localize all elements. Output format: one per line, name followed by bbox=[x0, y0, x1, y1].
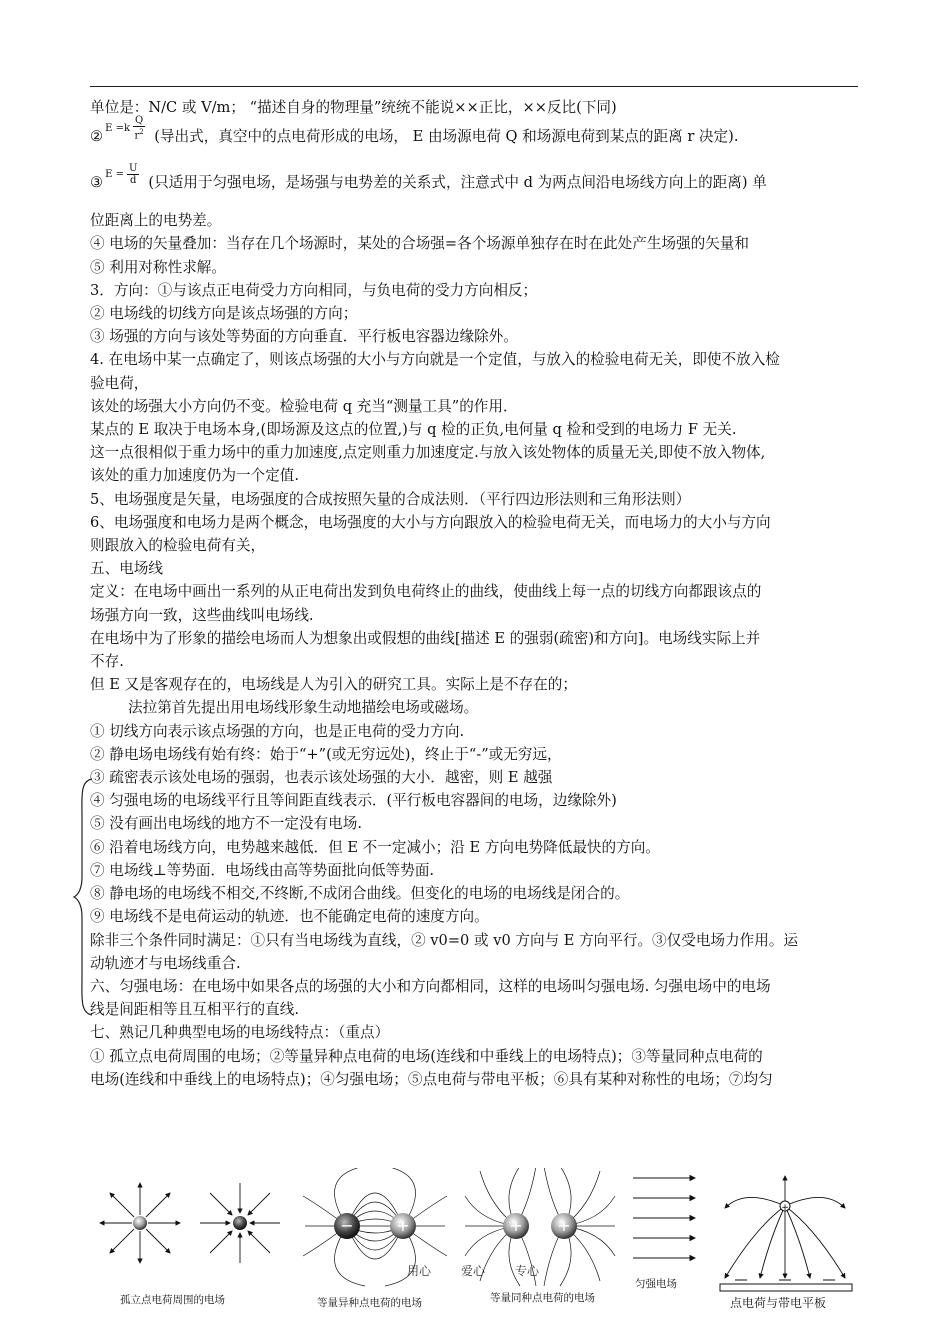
text-line: ⑤ 利用对称性求解。 bbox=[90, 258, 226, 276]
section-heading: 七、熟记几种典型电场的电场线特点：（重点） bbox=[90, 1024, 390, 1042]
isolated-negative-field bbox=[200, 1183, 280, 1263]
text-line: ④ 电场的矢量叠加：当存在几个场源时，某处的合场强=各个场源单独存在时在此处产生场强的矢量和 bbox=[90, 235, 749, 253]
charge-sign: + bbox=[781, 1203, 789, 1213]
text-line: 场强方向一致，这些曲线叫电场线. bbox=[90, 606, 314, 624]
formula-2-line bbox=[90, 115, 860, 153]
text-line: ② 电场线的切线方向是该点场强的方向； bbox=[90, 305, 358, 323]
text-line: 不存. bbox=[90, 653, 124, 671]
charge-sign: − bbox=[340, 1216, 354, 1235]
watermark-text: 专心 bbox=[515, 1264, 540, 1278]
formula-3-prefix: ③ bbox=[90, 173, 104, 191]
caption-isolated: 孤立点电荷周围的电场 bbox=[120, 1294, 225, 1306]
text-line: 该处的场强大小方向仍不变。检验电荷 q 充当“测量工具”的作用． bbox=[90, 397, 518, 415]
text-line: 线是间距相等且互相平行的直线. bbox=[90, 1001, 299, 1019]
text-line: ① 孤立点电荷周围的电场；②等量异种点电荷的电场(连线和中垂线上的电场特点)；③等量同种点电荷的 bbox=[90, 1047, 763, 1065]
text-line: 该处的重力加速度仍为一个定值. bbox=[90, 467, 299, 485]
caption-same: 等量同种点电荷的电场 bbox=[490, 1292, 595, 1304]
formula-2: E =k $\frac{Q}{r^2}$ bbox=[105, 115, 144, 142]
charge-sign: + bbox=[509, 1216, 523, 1235]
formula-3: E = $\frac{U}{d}$ bbox=[105, 162, 138, 186]
text-line: 定义：在电场中画出一系列的从正电荷出发到负电荷终止的曲线，使曲线上每一点的切线方向都跟该点的 bbox=[90, 583, 762, 601]
list-brace bbox=[72, 777, 96, 1017]
text-line: 法拉第首先提出用电场线形象生动地描绘电场或磁场。 bbox=[128, 699, 479, 717]
list-item: ⑤ 没有画出电场线的地方不一定没有电场. bbox=[90, 815, 362, 833]
text-line: 则跟放入的检验电荷有关， bbox=[90, 537, 266, 555]
figure-strip bbox=[95, 1168, 865, 1308]
text-line: 5、电场强度是矢量，电场强度的合成按照矢量的合成法则．（平行四边形法则和三角形法则） bbox=[90, 490, 691, 508]
watermark-text: 用心 bbox=[407, 1264, 432, 1278]
caption-plate: 点电荷与带电平板 bbox=[730, 1296, 827, 1310]
field-diagrams bbox=[95, 1168, 865, 1308]
list-item: ⑥ 沿着电场线方向，电势越来越低．但 E 不一定减小；沿 E 方向电势降低最快的方向。 bbox=[90, 838, 660, 856]
list-item: ⑨ 电场线不是电荷运动的轨迹．也不能确定电荷的速度方向。 bbox=[90, 908, 489, 926]
negative-charge bbox=[233, 1216, 247, 1230]
header-rule bbox=[90, 86, 858, 87]
list-item: ③ 疏密表示该处电场的强弱，也表示该处场强的大小．越密，则 E 越强 bbox=[90, 769, 553, 787]
list-item: ⑦ 电场线⊥等势面．电场线由高等势面批向低等势面. bbox=[90, 861, 435, 879]
positive-charge bbox=[133, 1216, 147, 1230]
charge-sign: + bbox=[396, 1216, 410, 1235]
caption-opposite: 等量异种点电荷的电场 bbox=[317, 1297, 422, 1309]
text-line: 这一点很相似于重力场中的重力加速度,点定则重力加速度定.与放入该处物体的质量无关,即使不放入物体, bbox=[90, 444, 766, 462]
watermark-text: 爱心 bbox=[461, 1264, 486, 1278]
text-line: 验电荷， bbox=[90, 374, 149, 392]
document-body bbox=[90, 96, 860, 1091]
text-line: 6、电场强度和电场力是两个概念，电场强度的大小与方向跟放入的检验电荷无关，而电场力的大小与方向 bbox=[90, 513, 771, 531]
text-line: 某点的 E 取决于电场本身,(即场源及这点的位置,)与 q 检的正负,电何量 q 检和受到的电场力 F 无关. bbox=[90, 421, 737, 439]
charged-plate bbox=[720, 1284, 852, 1291]
unit-line: 单位是：N/C 或 V/m； “描述自身的物理量”统统不能说××正比，××反比(下同) bbox=[90, 99, 617, 116]
list-item: ⑧ 静电场的电场线不相交,不终断,不成闭合曲线。但变化的电场的电场线是闭合的。 bbox=[90, 885, 630, 903]
uniform-field bbox=[633, 1178, 695, 1258]
charge-plate-field bbox=[720, 1176, 852, 1291]
formula-2-prefix: ② bbox=[90, 127, 104, 145]
charge-sign: + bbox=[557, 1216, 571, 1235]
list-item: ② 静电场电场线有始有终：始于“+”(或无穷远处)，终止于“-”或无穷远， bbox=[90, 745, 562, 763]
isolated-positive-field bbox=[100, 1183, 180, 1263]
text-line: 位距离上的电势差。 bbox=[90, 212, 222, 230]
formula-2-text: (导出式，真空中的点电荷形成的电场， E 由场源电荷 Q 和场源电荷到某点的距离 r 决定). bbox=[154, 127, 739, 145]
text-line: ③ 场强的方向与该处等势面的方向垂直．平行板电容器边缘除外。 bbox=[90, 328, 518, 346]
body-lines bbox=[90, 209, 860, 1091]
text-line: 六、匀强电场：在电场中如果各点的场强的大小和方向都相同，这样的电场叫匀强电场. 匀强电场中的电场 bbox=[90, 977, 771, 995]
text-line: 除非三个条件同时满足：①只有当电场线为直线，② v0=0 或 v0 方向与 E 方向平行。③仅受电场力作用。运 bbox=[90, 931, 799, 949]
text-line: 在电场中为了形象的描绘电场而人为想象出或假想的曲线[描述 E 的强弱(疏密)和方向]。电场线实际上并 bbox=[90, 629, 761, 647]
text-line: 但 E 又是客观存在的，电场线是人为引入的研究工具。实际上是不存在的； bbox=[90, 676, 577, 694]
formula-3-line bbox=[90, 161, 860, 203]
formula-3-text: (只适用于匀强电场，是场强与电势差的关系式，注意式中 d 为两点间沿电场线方向上的距离) 单 bbox=[148, 173, 767, 191]
text-line: 3．方向：①与该点正电荷受力方向相同，与负电荷的受力方向相反； bbox=[90, 281, 538, 299]
text-line: 动轨迹才与电场线重合. bbox=[90, 954, 241, 972]
text-line: 电场(连线和中垂线上的电场特点)；④匀强电场；⑤点电荷与带电平板；⑥具有某种对称性的电场；⑦均匀 bbox=[90, 1070, 773, 1088]
same-charges-field bbox=[465, 1168, 615, 1286]
section-heading: 五、电场线 bbox=[90, 560, 163, 578]
caption-uniform: 匀强电场 bbox=[635, 1278, 677, 1290]
list-item: ④ 匀强电场的电场线平行且等间距直线表示．(平行板电容器间的电场，边缘除外) bbox=[90, 792, 617, 810]
text-line: 4. 在电场中某一点确定了，则该点场强的大小与方向就是一个定值，与放入的检验电荷无关，即使不放入检 bbox=[90, 351, 780, 369]
list-item: ① 切线方向表示该点场强的方向，也是正电荷的受力方向. bbox=[90, 722, 465, 740]
